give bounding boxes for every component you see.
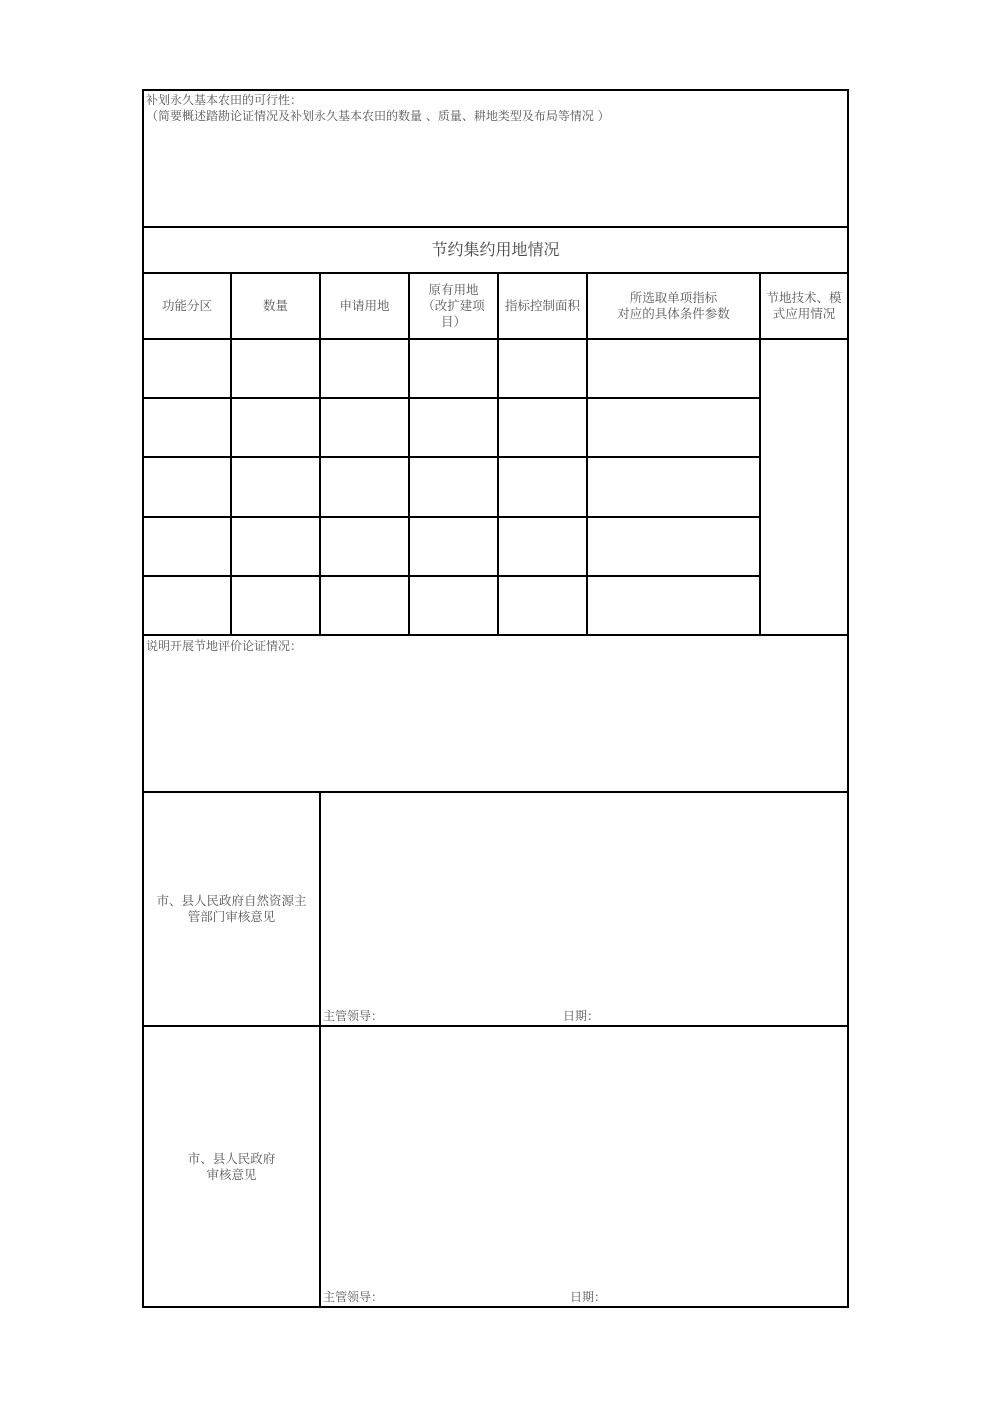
divider-row1-bottom [142,397,759,399]
saving-section-title: 节约集约用地情况 [431,240,560,259]
col-header-function-zone: 功能分区 [161,298,212,313]
divider-row4-bottom [142,575,759,577]
review1-label: 市、县人民政府自然资源主 管部门审核意见 [156,893,307,924]
col-header-original-land: 原有用地 （改扩建项 目） [422,282,485,329]
evaluation-label: 说明开展节地评价论证情况： [146,639,303,653]
review1-leader-label: 主管领导： [323,1009,384,1023]
divider-row2-bottom [142,456,759,458]
feasibility-hint: （简要概述踏勘论证情况及补划永久基本农田的数量 、质量、耕地类型及布局等情况 ） [146,109,610,123]
review-col-divider [319,791,321,1308]
col-header-quantity: 数量 [262,298,288,313]
feasibility-label: 补划永久基本农田的可行性： [146,93,303,107]
review2-leader-label: 主管领导： [323,1290,384,1304]
col-header-technology: 节地技术、模 式应用情况 [766,290,842,321]
col-header-control-area: 指标控制面积 [504,298,580,313]
divider-header-bottom [142,338,849,340]
review1-date-label: 日期： [563,1009,600,1023]
divider-table-bottom [142,634,849,636]
col-header-applied-land: 申请用地 [339,298,390,313]
col-header-condition-params: 所选取单项指标 对应的具体条件参数 [617,290,730,321]
review2-label: 市、县人民政府 审核意见 [187,1151,276,1182]
review2-date-label: 日期： [570,1290,607,1304]
divider-row3-bottom [142,516,759,518]
